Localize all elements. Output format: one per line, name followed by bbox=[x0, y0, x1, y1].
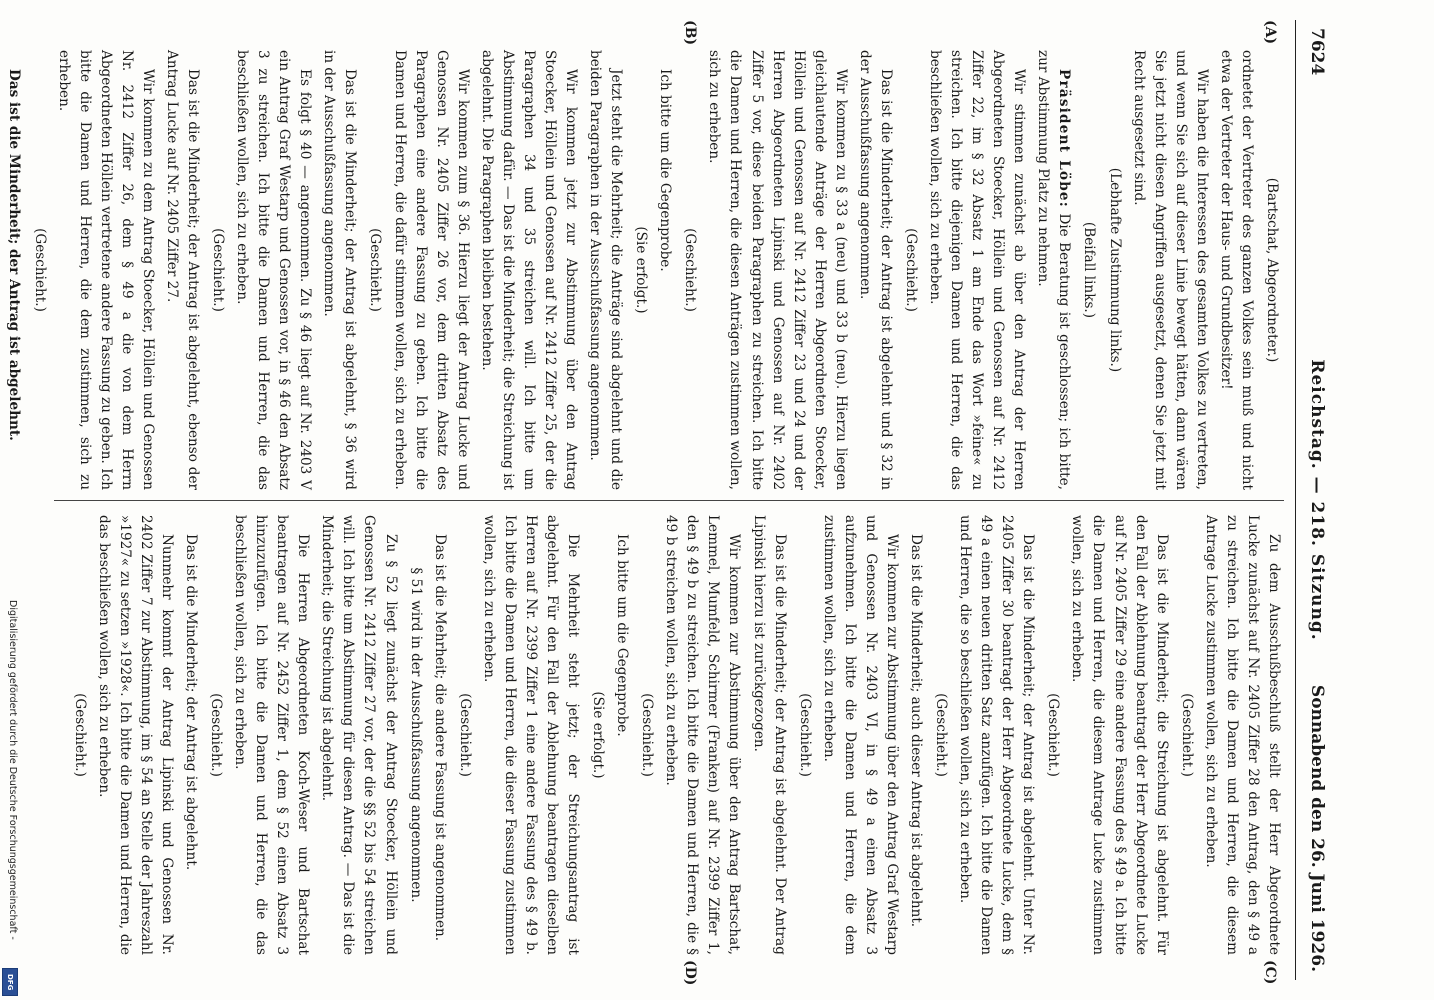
paragraph: Das ist die Minderheit; der Antrag ist abgelehnt und § 32 in der Ausschußfassung angenommen. bbox=[856, 50, 894, 490]
stage-direction: (Geschieht.) bbox=[796, 693, 813, 777]
stage-direction: (Geschieht.) bbox=[208, 693, 225, 777]
column-divider bbox=[54, 500, 1284, 501]
page-number: 7624 bbox=[1307, 28, 1327, 76]
footer-text: Digitalisierung gefördert durch die Deutsche Forschungsgemeinschaft - bbox=[7, 600, 18, 940]
paragraph: Das ist die Minderheit; der Antrag ist abgelehnt. bbox=[183, 534, 199, 871]
left-column bbox=[0, 50, 1284, 490]
paragraph: Das ist die Mehrheit; die andere Fassung ist angenommen. bbox=[431, 534, 448, 942]
paragraph: Nunmehr kommt der Antrag Lipinski und Genossen Nr. 2402 Ziffer 7 zur Abstimmung, im § 54 an Stelle der Jahreszahl »1927« zu setzen »1928«. Ich bitte die Damen und Herren, die das beschließen wollen, sich zu erheben. bbox=[95, 515, 175, 955]
paragraph: Zu dem Ausschußbeschluß stellt der Herr Abgeordnete Lucke zunächst auf Nr. 2405 Ziffer 28 den Antrag, den § 49 a zu streichen. Ich bitte die Damen und Herren, die diesem Antrage Lucke zustimmen wollen, sich zu erheben. bbox=[1202, 515, 1282, 955]
paragraph: Wir kommen jetzt zur Abstimmung über den Antrag Stoecker, Höllein und Genossen auf Nr. 2412 Ziffer 25, der die Paragraphen 34 und 35 streichen will. Ich bitte um Abstimmung dafür. — Das ist die Minderheit; die Streichung ist abgelehnt. Die Paragraphen bleiben bestehen. bbox=[478, 50, 580, 490]
stage-direction: (Geschieht.) bbox=[682, 228, 699, 312]
stage-direction: (Geschieht.) bbox=[367, 228, 384, 312]
margin-mark-d: (D) bbox=[682, 960, 698, 986]
speaker-name: Präsident Löbe: bbox=[1056, 69, 1073, 208]
paragraph: Das ist die Minderheit; der Antrag ist abgelehnt. bbox=[6, 69, 23, 441]
margin-mark-c: (C) bbox=[1262, 960, 1278, 985]
header-date: Sonnabend den 26. Juni 1926. bbox=[1307, 684, 1327, 972]
paragraph: Die Mehrheit steht jetzt; der Streichungsantrag ist abgelehnt. Für den Fall der Ablehnung beantragen dieselben Herren auf Nr. 2399 Ziffer 1 eine andere Fassung des § 49 b. Ich bitte die Damen und Herren, die dieser Fassung zustimmen wollen, sich zu erheben. bbox=[480, 515, 582, 955]
stage-direction: (Geschieht.) bbox=[639, 693, 656, 777]
paragraph: ordnetet der Vertreter des ganzen Volkes sein muß und nicht etwa der Vertreter der Haus- und Grundbesitzer! bbox=[1217, 50, 1255, 490]
stage-direction: (Sie erfolgt.) bbox=[590, 691, 607, 779]
paragraph: Das ist die Minderheit; der Antrag ist abgelehnt, ebenso der Antrag Lucke auf Nr. 2405 Ziffer 27. bbox=[163, 50, 201, 490]
paragraph: Das ist die Minderheit; die Streichung ist abgelehnt. Für den Fall der Ablehnung beantragt der Herr Abgeordnete Lucke auf Nr. 2405 Ziffer 29 eine andere Fassung des § 49 a. Ich bitte die Damen und Herren, die diesem Antrage Lucke zustimmen wollen, sich zu erheben. bbox=[1069, 515, 1170, 955]
paragraph: Zu § 52 liegt zunächst der Antrag Stoecker, Höllein und Genossen Nr. 2412 Ziffer 27 vor, der die §§ 52 bis 54 streichen will. Ich bitte um Abstimmung für diesen Antrag. — Das ist die Minderheit; die Streichung ist abgelehnt. bbox=[319, 515, 399, 955]
stage-direction: (Geschieht.) bbox=[71, 693, 88, 777]
stage-direction: (Geschieht.) bbox=[31, 228, 48, 312]
margin-mark-b: (B) bbox=[682, 20, 698, 46]
right-column bbox=[65, 515, 1284, 955]
paragraph: Ich bitte um die Gegenprobe. bbox=[657, 69, 674, 272]
paragraph: Wir kommen zur Abstimmung über den Antrag Graf Westarp und Genossen Nr. 2403 VI, in § 49 a einen Absatz 3 aufzunehmen. Ich bitte die Damen und Herren, die dem zustimmen wollen, sich zu erheben. bbox=[820, 515, 900, 955]
stage-direction: (Lebhafte Zustimmung links.) bbox=[1106, 167, 1123, 373]
paragraph: Wir kommen zur Abstimmung über den Antrag Bartschat, Lemmel, Mumfeld, Schirmer (Franken) auf Nr. 2399 Ziffer 1, den § 49 b zu streichen. Ich bitte die Damen und Herren, die § 49 b streichen wollen, sich zu erheben. bbox=[663, 515, 743, 955]
stage-direction: (Geschieht.) bbox=[933, 693, 950, 777]
speaker-line: (Bartschat, Abgeordneter.) bbox=[1264, 177, 1280, 363]
paragraph: Wir kommen zum § 36. Hierzu liegt der Antrag Lucke und Genossen Nr. 2405 Ziffer 26 vor, dem dritten Absatz des Paragraphen eine andere Fassung zu geben. Ich bitte die Damen und Herren, die dafür stimmen wollen, sich zu erheben. bbox=[391, 50, 471, 490]
stage-direction: (Sie erfolgt.) bbox=[633, 226, 650, 314]
paragraph: Ich bitte um die Gegenprobe. bbox=[614, 534, 631, 737]
paragraph: § 51 wird in der Ausschußfassung angenommen. bbox=[407, 567, 424, 903]
paragraph: Wir haben die Interessen des gesamten Volkes zu vertreten, und wenn Sie sich auf dieser Linie bewegt hätten, dann wären Sie jetzt nicht diesen Angriffen ausgesetzt, denen Sie jetzt mit Recht ausgesetzt sind. bbox=[1130, 50, 1210, 490]
margin-mark-a: (A) bbox=[1262, 20, 1278, 45]
stage-direction: (Geschieht.) bbox=[903, 228, 919, 312]
paragraph: Wir stimmen zunächst ab über den Antrag der Herren Abgeordneten Stoecker, Höllein und Genossen auf Nr. 2412 Ziffer 22, im § 32 Absatz 1 am Ende das Wort »feine« zu streichen. Ich bitte diejenigen Damen und Herren, die das beschließen wollen, sich zu erheben. bbox=[927, 50, 1028, 490]
paragraph: Es folgt § 40 — angenommen. Zu § 46 liegt auf Nr. 2403 V ein Antrag Graf Westarp und Genossen vor, in § 46 den Absatz 3 zu streichen. Ich bitte die Damen und Herren, die das beschließen wollen, sich zu erheben. bbox=[234, 50, 314, 490]
page-header bbox=[1295, 20, 1340, 980]
paragraph: Wir kommen zu dem Antrag Stoecker, Höllein und Genossen Nr. 2412 Ziffer 26, dem § 49 a die von dem Herrn Abgeordneten Höllein vertretene andere Fassung zu geben. Ich bitte die Damen und Herren, die dem zustimmen, sich zu erheben. bbox=[55, 50, 156, 490]
stage-direction: (Geschieht.) bbox=[1178, 693, 1195, 777]
stage-direction: (Beifall links.) bbox=[1081, 221, 1098, 319]
paragraph: Das ist die Minderheit; der Antrag ist abgelehnt. Unter Nr. 2405 Ziffer 30 beantragt der Herr Abgeordnete Lucke, dem § 49 a einen neuen dritten Satz anzufügen. Ich bitte die Damen und Herren, die so beschließen wollen, sich zu erheben. bbox=[957, 515, 1037, 955]
stage-direction: (Geschieht.) bbox=[456, 693, 473, 777]
stage-direction: (Geschieht.) bbox=[1045, 693, 1062, 777]
paragraph: Die Herren Abgeordneten Koch-Weser und Bartschat beantragen auf Nr. 2452 Ziffer 1, dem § 52 einen Absatz 3 hinzuzufügen. Ich bitte die Damen und Herren, die das beschließen wollen, sich zu erheben. bbox=[232, 515, 312, 955]
dfg-logo-icon: DFG bbox=[2, 968, 18, 996]
digitization-footer bbox=[4, 600, 18, 990]
paragraph: Jetzt steht die Mehrheit; die Anträge sind abgelehnt und die beiden Paragraphen in der Ausschußfassung angenommen. bbox=[587, 50, 625, 490]
paragraph: Wir kommen zu § 33 a (neu) und 33 b (neu). Hierzu liegen gleichlautende Anträge der Herren Abgeordneten Stoecker, Höllein und Genossen auf Nr. 2412 Ziffer 23 und 24 und der Herren Abgeordneten Lipinski und Genossen auf Nr. 2402 Ziffer 5 vor, diese beiden Paragraphen zu streichen. Ich bitte die Damen und Herren, die diesen Anträgen zustimmen wollen, sich zu erheben. bbox=[706, 50, 849, 490]
stage-direction: (Geschieht.) bbox=[210, 228, 227, 312]
paragraph: Das ist die Minderheit; auch dieser Antrag ist abgelehnt. bbox=[908, 534, 924, 928]
header-title: Reichstag. — 218. Sitzung. bbox=[1307, 359, 1327, 641]
paragraph: Die Beratung ist geschlossen; ich bitte, zur Abstimmung Platz zu nehmen. bbox=[1035, 50, 1073, 490]
paragraph: Das ist die Minderheit; der Antrag ist abgelehnt. Der Antrag Lipinski hierzu ist zurückgezogen. bbox=[750, 515, 788, 955]
paragraph: Das ist die Minderheit; der Antrag ist abgelehnt, § 36 wird in der Ausschußfassung angenommen. bbox=[321, 50, 359, 490]
